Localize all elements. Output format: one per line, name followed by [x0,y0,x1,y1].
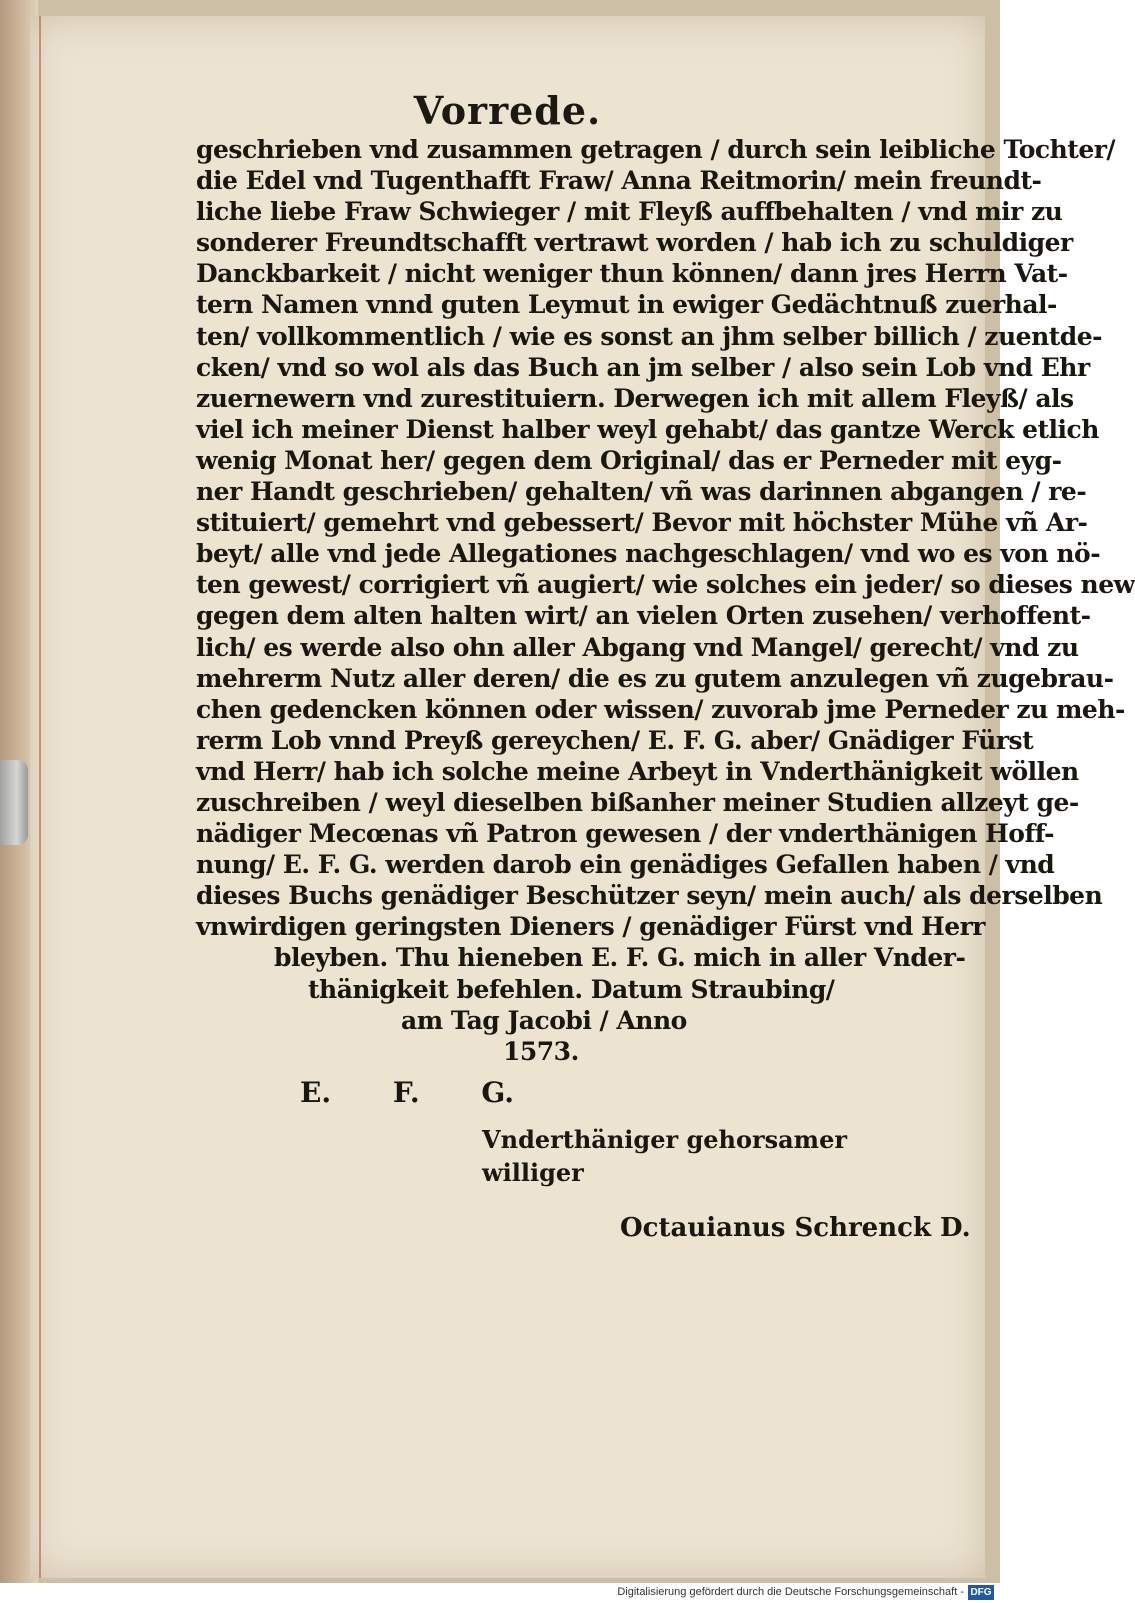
text-line: ten gewest/ corrigiert vñ augiert/ wie solches ein jeder/ so dieses new [196,570,1135,600]
text-line: chen gedencken können oder wissen/ zuvorab jme Perneder zu meh- [196,694,1125,724]
signature-line: Vnderthäniger gehorsamer [482,1125,847,1154]
text-line: die Edel vnd Tugenthafft Fraw/ Anna Reitmorin/ mein freundt- [196,166,1042,196]
text-line: nung/ E. F. G. werden darob ein genädiges Gefallen haben / vnd [196,850,1055,880]
page-body-text [196,134,1135,1067]
page-clip [0,760,28,845]
red-margin-rule [39,16,41,1578]
signature-block [482,1123,847,1189]
text-line: am Tag Jacobi / Anno [401,1005,687,1035]
text-line: lich/ es werde also ohn aller Abgang vnd Mangel/ gerecht/ vnd zu [196,632,1079,662]
text-line: geschrieben vnd zusammen getragen / durch sein leibliche Tochter/ [196,135,1116,164]
text-line: beyt/ alle vnd jede Allegationes nachgeschlagen/ vnd wo es von nö- [196,539,1101,569]
signature-name: Octauianus Schrenck D. [620,1213,971,1243]
text-line: bleyben. Thu hieneben E. F. G. mich in aller Vnder- [274,943,966,973]
footer-credit: Digitalisierung gefördert durch die Deutsche Forschungsgemeinschaft - [617,1586,964,1598]
salutation: E. F. G. [300,1076,515,1109]
text-line: vnwirdigen geringsten Dieners / genädiger Fürst vnd Herr [196,912,985,942]
text-line: tern Namen vnnd guten Leymut in ewiger Gedächtnuß zuerhal- [196,290,1057,320]
text-line: viel ich meiner Dienst halber weyl gehabt/ das gantze Werck etlich [196,414,1099,444]
text-line: liche liebe Fraw Schwieger / mit Fleyß auffbehalten / vnd mir zu [196,197,1063,227]
text-line: nädiger Mecœnas vñ Patron gewesen / der vnderthänigen Hoff- [196,819,1054,849]
text-line: dieses Buchs genädiger Beschützer seyn/ mein auch/ als derselben [196,881,1103,911]
text-line: wenig Monat her/ gegen dem Original/ das er Perneder mit eyg- [196,445,1062,475]
dfg-logo-icon: DFG [968,1585,994,1600]
text-line: thänigkeit befehlen. Datum Straubing/ [308,974,835,1004]
text-line: ner Handt geschrieben/ gehalten/ vñ was darinnen abgangen / re- [196,477,1087,507]
text-line: stituiert/ gemehrt vnd gebessert/ Bevor mit höchster Mühe vñ Ar- [196,508,1088,538]
book-page [30,16,1135,1578]
year-line: 1573. [503,1036,579,1066]
text-line: cken/ vnd so wol als das Buch an jm selber / also sein Lob vnd Ehr [196,352,1090,382]
footer-bar [0,1583,1000,1603]
text-line: ten/ vollkommentlich / wie es sonst an jhm selber billich / zuentde- [196,321,1103,351]
text-line: vnd Herr/ hab ich solche meine Arbeyt in Vnderthänigkeit wöllen [196,756,1079,786]
text-line: zuernewern vnd zurestituiern. Derwegen ich mit allem Fleyß/ als [196,383,1074,413]
text-line: sonderer Freundtschafft vertrawt worden / hab ich zu schuldiger [196,228,1073,258]
page-heading: Vorrede. [413,88,602,133]
signature-line: williger [482,1158,584,1187]
text-line: zuschreiben / weyl dieselben bißanher meiner Studien allzeyt ge- [196,787,1079,817]
text-line: mehrerm Nutz aller deren/ die es zu gutem anzulegen vñ zugebrau- [196,663,1114,693]
text-line: Danckbarkeit / nicht weniger thun können/ dann jres Herrn Vat- [196,259,1068,289]
text-line: gegen dem alten halten wirt/ an vielen Orten zusehen/ verhoffent- [196,601,1091,631]
text-line: rerm Lob vnnd Preyß gereychen/ E. F. G. aber/ Gnädiger Fürst [196,725,1034,755]
